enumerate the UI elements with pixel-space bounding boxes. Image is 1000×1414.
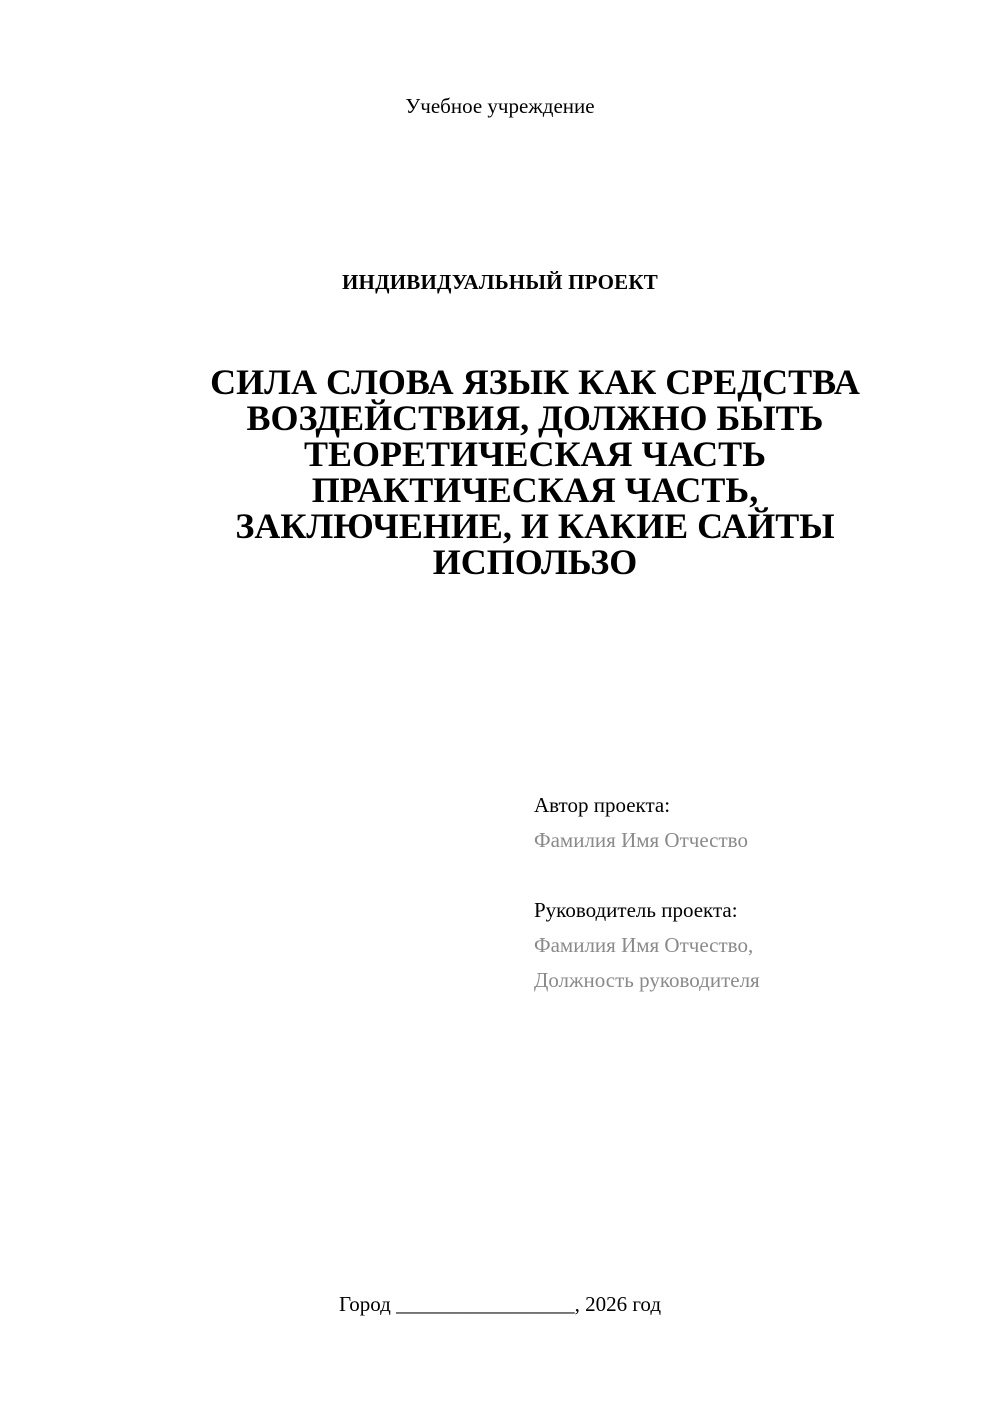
project-title: [170, 364, 900, 580]
project-title-line: ПРАКТИЧЕСКАЯ ЧАСТЬ,: [311, 470, 759, 510]
project-title-line: ИСПОЛЬЗО: [432, 542, 638, 582]
institution-name: Учебное учреждение: [405, 94, 595, 118]
author-label: Автор проекта:: [534, 793, 671, 817]
supervisor-position: Должность руководителя: [534, 968, 760, 992]
project-title-line: ЗАКЛЮЧЕНИЕ, И КАКИЕ САЙТЫ: [235, 506, 835, 546]
city-year-line: Город _________________, 2026 год: [338, 1292, 662, 1316]
project-type-heading: ИНДИВИДУАЛЬНЫЙ ПРОЕКТ: [342, 270, 658, 294]
supervisor-name: Фамилия Имя Отчество,: [534, 933, 754, 957]
project-title-line: ВОЗДЕЙСТВИЯ, ДОЛЖНО БЫТЬ: [246, 398, 824, 438]
author-name: Фамилия Имя Отчество: [534, 828, 748, 852]
project-title-line: СИЛА СЛОВА ЯЗЫК КАК СРЕДСТВА: [210, 362, 860, 402]
project-title-line: ТЕОРЕТИЧЕСКАЯ ЧАСТЬ: [303, 434, 766, 474]
authors-spacer: [534, 858, 954, 893]
authors-block: [534, 788, 954, 998]
supervisor-label: Руководитель проекта:: [534, 898, 738, 922]
